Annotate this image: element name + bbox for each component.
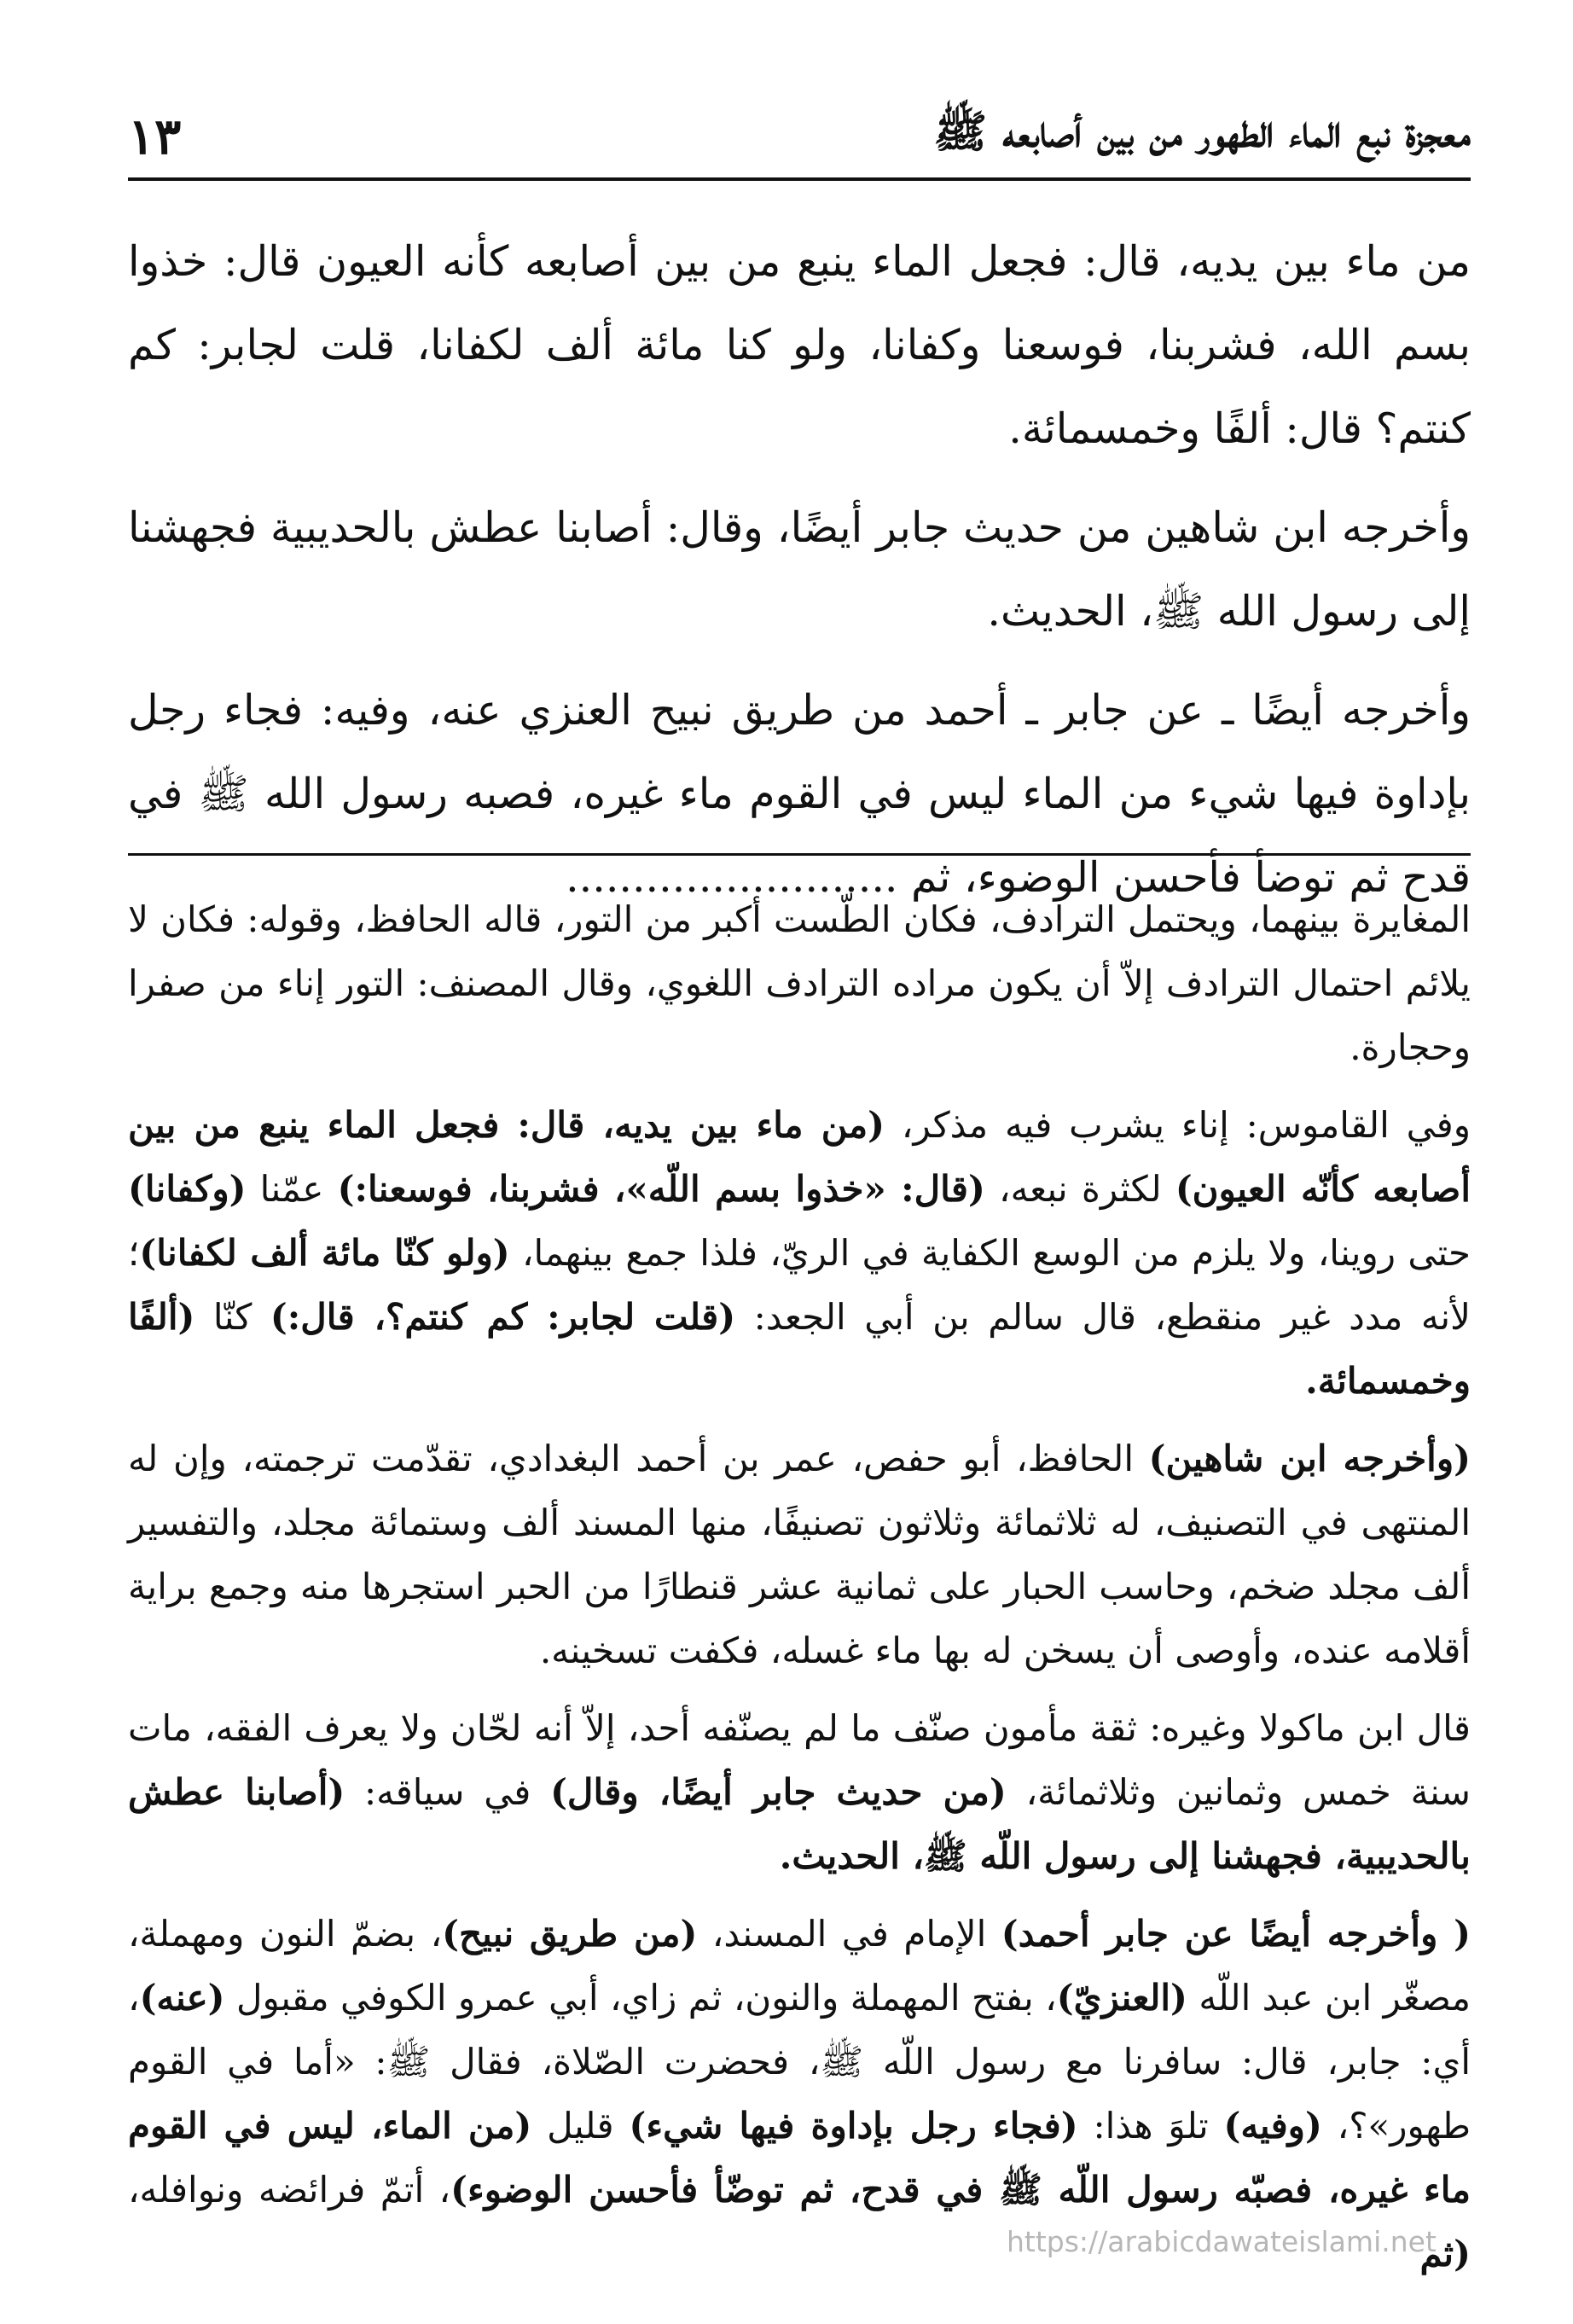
commentary-text: ، أتمّ فرائضه ونوافله، [128,2169,451,2211]
commentary-text: ، بفتح المهملة والنون، ثم زاي، أبي عمرو الكوفي مقبول [224,1977,1057,2019]
commentary-text: كنّا [194,1296,270,1338]
commentary-text: ؛ لأنه مدد غير منقطع، قال سالم بن أبي الجعد: [128,1232,1471,1338]
quoted-hadith-text: (قلت لجابر: كم كنتم؟، قال:) [270,1296,736,1338]
commentary-paragraph-1: المغايرة بينهما، ويحتمل الترادف، فكان الطّست أكبر من التور، قاله الحافظ، وقوله: فكان لا يلائم احتمال الترادف إلاّ أن يكون مراده الترادف اللغوي، وقال المصنف: التور إناء من صفرا وحجارة. [128,898,1471,1068]
quoted-hadith-text: ( وأخرجه أيضًا عن جابر أحمد) [1001,1913,1471,1955]
quoted-hadith-text: (من الماء، ليس في القوم ماء غيره، فصبّه رسول اللّه ﷺ في قدح، ثم توضّأ فأحسن الوضوء) [128,2105,1471,2211]
quoted-hadith-text: (فجاء رجل بإداوة فيها شيء) [629,2105,1078,2147]
page-number: ١٣ [128,107,182,166]
commentary-section [128,887,1471,2299]
quoted-hadith-text: (ألفًا وخمسمائة. [128,1296,1471,1402]
commentary-paragraph-3 [128,1426,1471,1682]
commentary-text: تلوَ هذا: [1077,2105,1224,2147]
quoted-hadith-text: (من ماء بين يديه، قال: فجعل الماء ينبع من بين أصابعه كأنّه العيون) [128,1104,1471,1210]
quoted-hadith-text: (العنزيّ) [1056,1977,1187,2019]
commentary-text: ، أي: جابر، قال: سافرنا مع رسول اللّه ﷺ، فحضرت الصّلاة، فقال ﷺ: «أما في القوم طهور»؟، [128,1977,1471,2147]
website-watermark: https://arabicdawateislami.net [1007,2225,1437,2258]
commentary-text: الحافظ، أبو حفص، عمر بن أحمد البغدادي، تقدّمت ترجمته، وإن له المنتهى في التصنيف، له ثلاثمائة وثلاثون تصنيفًا، منها المسند ألف وستمائة مجلد، والتفسير ألف مجلد ضخم، وحاسب الحبار على ثمانية عشر قنطارًا من الحبر استجرها منه وجمع براية أقلامه عنده، وأوصى أن يسخن له بها ماء غسله، فكفت تسخينه. [128,1438,1471,1671]
quoted-hadith-text: (ثم [1419,2233,1471,2275]
footnote-divider [128,853,1471,856]
quoted-hadith-text: (قال: «خذوا بسم اللّه»، فشربنا، فوسعنا:) [337,1168,985,1210]
main-paragraph-3: وأخرجه أيضًا ـ عن جابر ـ أحمد من طريق نبيح العنزي عنه، وفيه: فجاء رجل بإداوة فيها شيء من الماء ليس في القوم ماء غيره، فصبه رسول الله ﷺ في قدح ثم توضأ فأحسن الوضوء، ثم ......................... [128,686,1471,902]
commentary-text: وفي القاموس: إناء يشرب فيه مذكر، [885,1104,1471,1146]
chapter-title: معجزة نبع الماء الطهور من بين أصابعه ﷺ [933,105,1471,158]
quoted-hadith-text: (وكفانا) [128,1168,247,1210]
header-divider [128,177,1471,181]
commentary-paragraph-4 [128,1696,1471,1888]
quoted-hadith-text: (وأخرجه ابن شاهين) [1148,1438,1471,1479]
quoted-hadith-text: (عنه) [139,1977,225,2019]
quoted-hadith-text: (من طريق نبيح) [442,1913,698,1955]
main-text [128,220,1471,935]
commentary-text: حتى روينا، ولا يلزم من الوسع الكفاية في الريّ، فلذا جمع بينهما، [509,1232,1471,1274]
quoted-hadith-text: (من حديث جابر أيضًا، وقال) [550,1771,1007,1813]
commentary-text: ، بضمّ النون ومهملة، مصغّر ابن عبد اللّه [128,1913,1471,2019]
commentary-text: في سياقه: [345,1771,551,1813]
main-paragraph-2: وأخرجه ابن شاهين من حديث جابر أيضًا، وقال: أصابنا عطش بالحديبية فجهشنا إلى رسول الله ﷺ، الحديث. [128,503,1471,636]
commentary-paragraph-2 [128,1093,1471,1413]
page-header [128,101,1471,172]
commentary-text: قليل [531,2105,630,2147]
main-paragraph-1: من ماء بين يديه، قال: فجعل الماء ينبع من بين أصابعه كأنه العيون قال: خذوا بسم الله، فشربنا، فوسعنا وكفانا، ولو كنا مائة ألف لكفانا، قلت لجابر: كم كنتم؟ قال: ألفًا وخمسمائة. [128,237,1471,453]
commentary-text: قال ابن ماكولا وغيره: ثقة مأمون صنّف ما لم يصنّفه أحد، إلاّ أنه لحّان ولا يعرف الفقه، مات سنة خمس وثمانين وثلاثمائة، [128,1707,1471,1813]
quoted-hadith-text: (أصابنا عطش بالحديبية، فجهشنا إلى رسول اللّه ﷺ، الحديث. [128,1771,1471,1877]
commentary-text: لكثرة نبعه، [984,1168,1175,1210]
commentary-text: الإمام في المسند، [697,1913,1001,1955]
quoted-hadith-text: (وفيه) [1223,2105,1322,2147]
commentary-text: عمّنا [246,1168,338,1210]
quoted-hadith-text: (ولو كنّا مائة ألف لكفانا) [139,1232,510,1274]
